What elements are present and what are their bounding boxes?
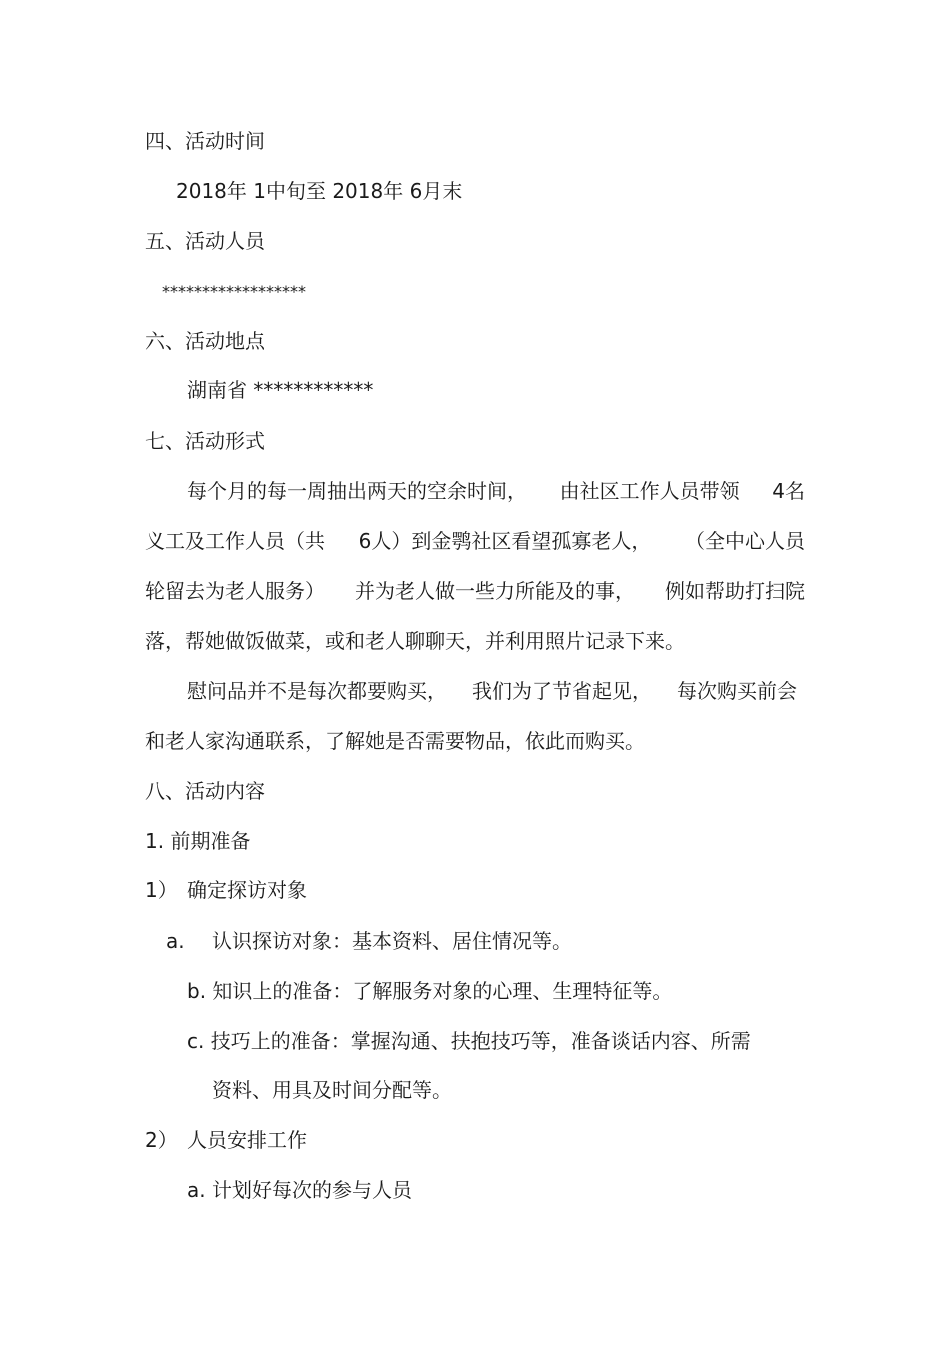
form-paragraph-1-line-4: 落，帮她做饭做菜，或和老人聊聊天，并利用照片记录下来。 bbox=[145, 629, 685, 653]
text-segment: 我们为了节省起见， bbox=[472, 679, 652, 703]
time-value: 2018年 1中旬至 2018年 6月末 bbox=[176, 179, 463, 203]
text-segment: 4名 bbox=[772, 479, 805, 503]
text-segment: 轮留去为老人服务） bbox=[145, 579, 325, 603]
item-c-line-1: c. 技巧上的准备：掌握沟通、扶抱技巧等，准备谈话内容、所需 bbox=[187, 1029, 751, 1053]
item-b: b. 知识上的准备：了解服务对象的心理、生理特征等。 bbox=[187, 979, 673, 1003]
section-heading-form: 七、活动形式 bbox=[145, 429, 265, 453]
section-heading-time: 四、活动时间 bbox=[145, 129, 265, 153]
form-paragraph-2-line-1 bbox=[187, 679, 797, 703]
text-segment: 并为老人做一些力所能及的事， bbox=[355, 579, 635, 603]
text-segment: 义工及工作人员（共 bbox=[145, 529, 325, 553]
item-c-line-2: 资料、用具及时间分配等。 bbox=[212, 1078, 452, 1102]
form-paragraph-1-line-2 bbox=[145, 529, 805, 553]
section-heading-place: 六、活动地点 bbox=[145, 329, 265, 353]
step-1-text: 确定探访对象 bbox=[187, 878, 307, 902]
item-a-label: a. bbox=[166, 929, 185, 953]
item-a-text: 认识探访对象：基本资料、居住情况等。 bbox=[212, 929, 572, 953]
form-paragraph-1-line-3 bbox=[145, 579, 805, 603]
text-segment: 每个月的每一周抽出两天的空余时间， bbox=[187, 479, 527, 503]
form-paragraph-2-line-2: 和老人家沟通联系，了解她是否需要物品，依此而购买。 bbox=[145, 729, 645, 753]
item-2-a: a. 计划好每次的参与人员 bbox=[187, 1178, 412, 1202]
place-value: 湖南省 ************ bbox=[187, 378, 374, 402]
people-value: ****************** bbox=[162, 282, 306, 301]
text-segment: （全中心人员 bbox=[684, 529, 805, 553]
text-segment: 慰问品并不是每次都要购买， bbox=[187, 679, 447, 703]
text-segment: 6人）到金鹗社区看望孤寡老人， bbox=[358, 529, 652, 553]
form-paragraph-1-line-1 bbox=[187, 479, 805, 503]
section-heading-people: 五、活动人员 bbox=[145, 229, 265, 253]
step-2-number: 2） bbox=[145, 1128, 178, 1152]
section-heading-content: 八、活动内容 bbox=[145, 779, 265, 803]
step-1-number: 1） bbox=[145, 878, 178, 902]
prep-heading: 1. 前期准备 bbox=[145, 829, 251, 853]
text-segment: 每次购买前会 bbox=[677, 679, 797, 703]
text-segment: 由社区工作人员带领 bbox=[559, 479, 740, 503]
step-2-text: 人员安排工作 bbox=[187, 1128, 307, 1152]
text-segment: 例如帮助打扫院 bbox=[665, 579, 805, 603]
